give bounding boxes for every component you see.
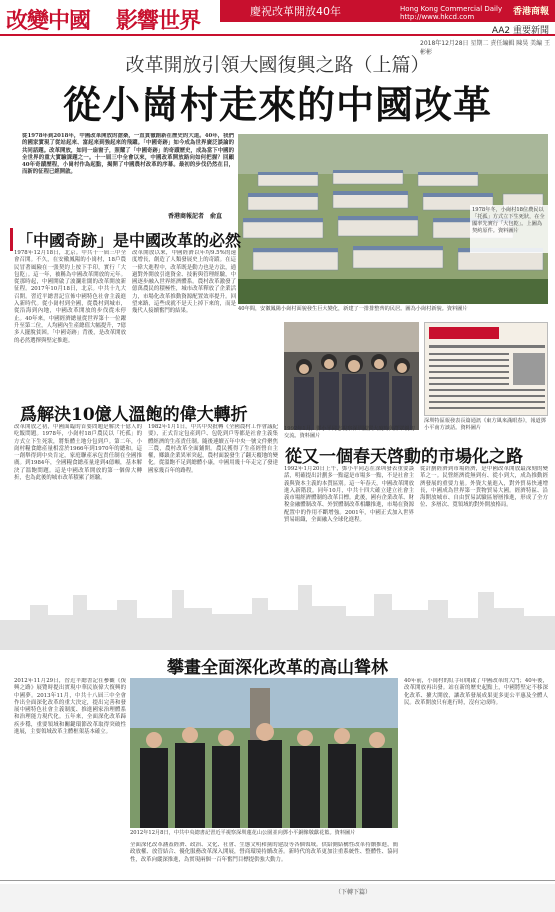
newspaper-image <box>425 323 548 416</box>
body-col-b2: 1982年1月1日，中共中央批轉《全國農村工作會議紀要》，正式肯定包產到戶、包乾到戶等都是社會主義集體經濟的生產責任制。隨後連續五年中央一號文件聚焦三農，農村改革全面鋪開。農民獲得了生產經營自主權，鄉鎮企業異軍突起，農村面貌發生了翻天覆地的變化。從溫飽不足到總體小康，中國用幾十年走完了發達國家幾百年的路程。 <box>148 424 278 474</box>
body-col-c2: 從計劃經濟到市場經濟，是中國改革開放最深刻的變革之一。民營經濟從無到有、從小到大，成為推動經濟發展的重要力量。外資大量進入，對外貿易快速增長，中國成為世界第一貨物貿易大國。經濟特區、沿海開放城市、自由貿易試驗區層層推進，形成了全方位、多層次、寬領域的對外開放格局。 <box>420 466 548 509</box>
body-col-d1: 2012年11月29日，習近平總書記在參觀《復興之路》展覽時提出實現中華民族偉大復興的中國夢。2013年11月，中共十八屆三中全會作出全面深化改革的重大決定，提出完善和發展中國特色社會主義制度、推進國家治理體系和治理能力現代化。五年來，全面深化改革蹄疾步穩，重要領域和關鍵環節改革取得突破性進展，主要領域改革主體框架基本確立。 <box>14 678 126 736</box>
page-footer <box>0 884 555 912</box>
english-masthead: Hong Kong Commercial Daily http://www.hkcd.com <box>400 5 503 21</box>
body-col-b1: 改革開放之初，中國面臨的首要問題是解決十億人的吃飯問題。1978年，小崗村18戶農民以「托孤」的方式立下生死狀，將集體土地分包到戶。第二年，小崗村糧食總產量相當於1966年到1970年的總和。這一創舉得到中央肯定，家庭聯產承包責任制在全國推廣。到1984年，全國糧食總產量達到4億噸，基本解決了溫飽問題。這是中國改革開放的第一個偉大轉折，也為此後的城市改革積累了經驗。 <box>14 424 142 482</box>
headline: 從小崗村走來的中國改革 <box>62 82 492 127</box>
body-col-c1: 1992年1月20日上午，鄧小平同志在深圳發表重要談話，明確提出計劃多一點還是市場多一點，不是社會主義與資本主義的本質區別。這一年春天，中國改革開放進入新階段。同年10月，中共十四大確立建立社會主義市場經濟體制的改革目標。此後，國有企業改革、財稅金融體制改革、外貿體制改革相繼推進，市場在資源配置中的作用不斷增強。2001年，中國正式加入世界貿易組織，全面融入全球化進程。 <box>284 466 414 524</box>
anniversary-slogan: 慶祝改革開放40年 <box>250 5 341 18</box>
lead-paragraph: 從1978年到2018年，中國改革開放的滄桑，一直貫徹創新在歷史的大道。40年，我們的國家實現了從站起來、富起來到強起來的飛躍。「中國奇跡」如今成為世界廣泛談論的共同話題。改革開放，如同一扇窗子，照耀了「中國奇跡」的奇蹟歷史，成為當下中國的全世界的重大實驗課題之一。十一屆三中全會以來，中國改革開放路向如何把握？回顧40年奇蹟歷程，小崗村作為起點，揭開了中國農村改革的序幕。最初的步伐仍然在目，而新的征程已經開啟。 <box>22 133 234 176</box>
city-skyline-graphic <box>0 580 555 650</box>
subhead-deepening-reform: 攀畫全面深化改革的高山聳林 <box>167 658 388 678</box>
crowd-image <box>284 322 419 430</box>
body-col-a1: 1978年12月18日，北京。中共十一屆三中全會召開。不久，在安徽鳳陽的小崗村，18戶農民冒著風險在一張契約上按下手印，實行「大包乾」。這一年，被稱為中國改革開放的元年。從那時起，中國開啟了波瀾壯闊的改革開放新征程。2017年10月18日，北京。中共十九大召開。習近平總書記宣佈中國特色社會主義進入新時代。從小崗村到全國，從農村到城市，從沿海到內地，中國改革開放的步伐從未停止。40年來，中國經濟總量從世界第十一位躍升至第二位，人均國內生產總值大幅提升，7億多人擺脫貧困。「中國奇跡」背後，是改革開放的必然選擇與堅定推進。 <box>14 250 126 344</box>
crowd-photo <box>284 322 419 430</box>
caption-village-main: 40年間，安徽鳳陽小崗村面貌發生巨大變化，新建了一排排整齊的民居。圖為小崗村新貌。資料圖片 <box>238 306 468 312</box>
caption-crowd: 1992年1月，鄧小平同志視察深圳國貿大廈時與群眾親切交流。資料圖片 <box>284 426 415 439</box>
subhead-market-road: 從又一個春天啓動的市場化之路 <box>285 447 523 467</box>
page-label: AA2 重要新聞 <box>491 26 549 36</box>
leaders-image <box>130 678 398 828</box>
masthead-red-bar <box>220 0 555 22</box>
caption-leaders: 2012年12月8日，中共中央總書記習近平視察深圳蓮花山公園並向鄧小平銅像敬獻花籃。資料圖片 <box>130 830 356 836</box>
brand-left: 改變中國 <box>6 9 91 34</box>
caption-newspaper: 深圳特區報發表長篇通訊《東方風來滿眼春》，報道鄧小平南方談話。資料圖片 <box>424 418 546 431</box>
body-col-a2: 改革開放以來，中國經濟以年均9.5%的速度增長，創造了人類發展史上的奇蹟。在這一偉大進程中，改革既是動力也是方法，通過對外開放引進資金、技術與管理經驗，中國逐步融入世界經濟體系。農村改革激發了億萬農民的積極性，城市改革釋放了企業活力，市場化改革推動資源配置效率提升。回望來路，這些成就不是天上掉下來的，而是幾代人接續奮鬥的結果。 <box>132 250 236 315</box>
bottom-rule <box>0 880 555 881</box>
subhead-feeding-billion: 爲解決10億人溫飽的偉大轉折 <box>20 405 248 425</box>
body-col-d3: 40年前，小崗村的紅手印開啟了中國改革的大門；40年後，改革開放再出發。站在新的歷史起點上，中國將堅定不移深化改革、擴大開放，讓改革發展成果更多更公平惠及全體人民。改革開放只有進行時，沒有完成時。 <box>404 678 548 706</box>
leaders-photo <box>130 678 398 828</box>
newspaper-clipping <box>424 322 548 416</box>
paper-name: 香港商報 <box>512 7 549 17</box>
caption-village-inset: 1978年冬，小崗村18位農民以「托孤」方式立下生死狀，在全國率先實行「大包乾」。上圖為契約原件。資料圖片 <box>470 205 548 253</box>
subhead-china-miracle: 「中國奇跡」是中國改革的必然 <box>10 228 241 251</box>
byline: 香港商報記者 俞直 <box>168 213 223 220</box>
masthead <box>0 0 555 36</box>
brand-right: 影響世界 <box>116 9 201 34</box>
kicker: 改革開放引領大國復興之路（上篇） <box>125 54 430 76</box>
jump-line: （下轉下篇） <box>335 889 372 896</box>
date-line: 2018年12月28日 星期二 責任編輯 陳昊 美編 王彬彬 <box>420 40 551 56</box>
body-col-d2: 全面深化改革涵蓋經濟、政治、文化、社會、生態文明和黨的建設等各個領域。供給側結構性改革持續推進，簡政放權、放管結合、優化服務改革深入開展，營商環境持續改善。新時代的改革更加注重系統性、整體性、協同性，改革向縱深推進，為實現兩個一百年奮鬥目標提供強大動力。 <box>130 842 398 863</box>
